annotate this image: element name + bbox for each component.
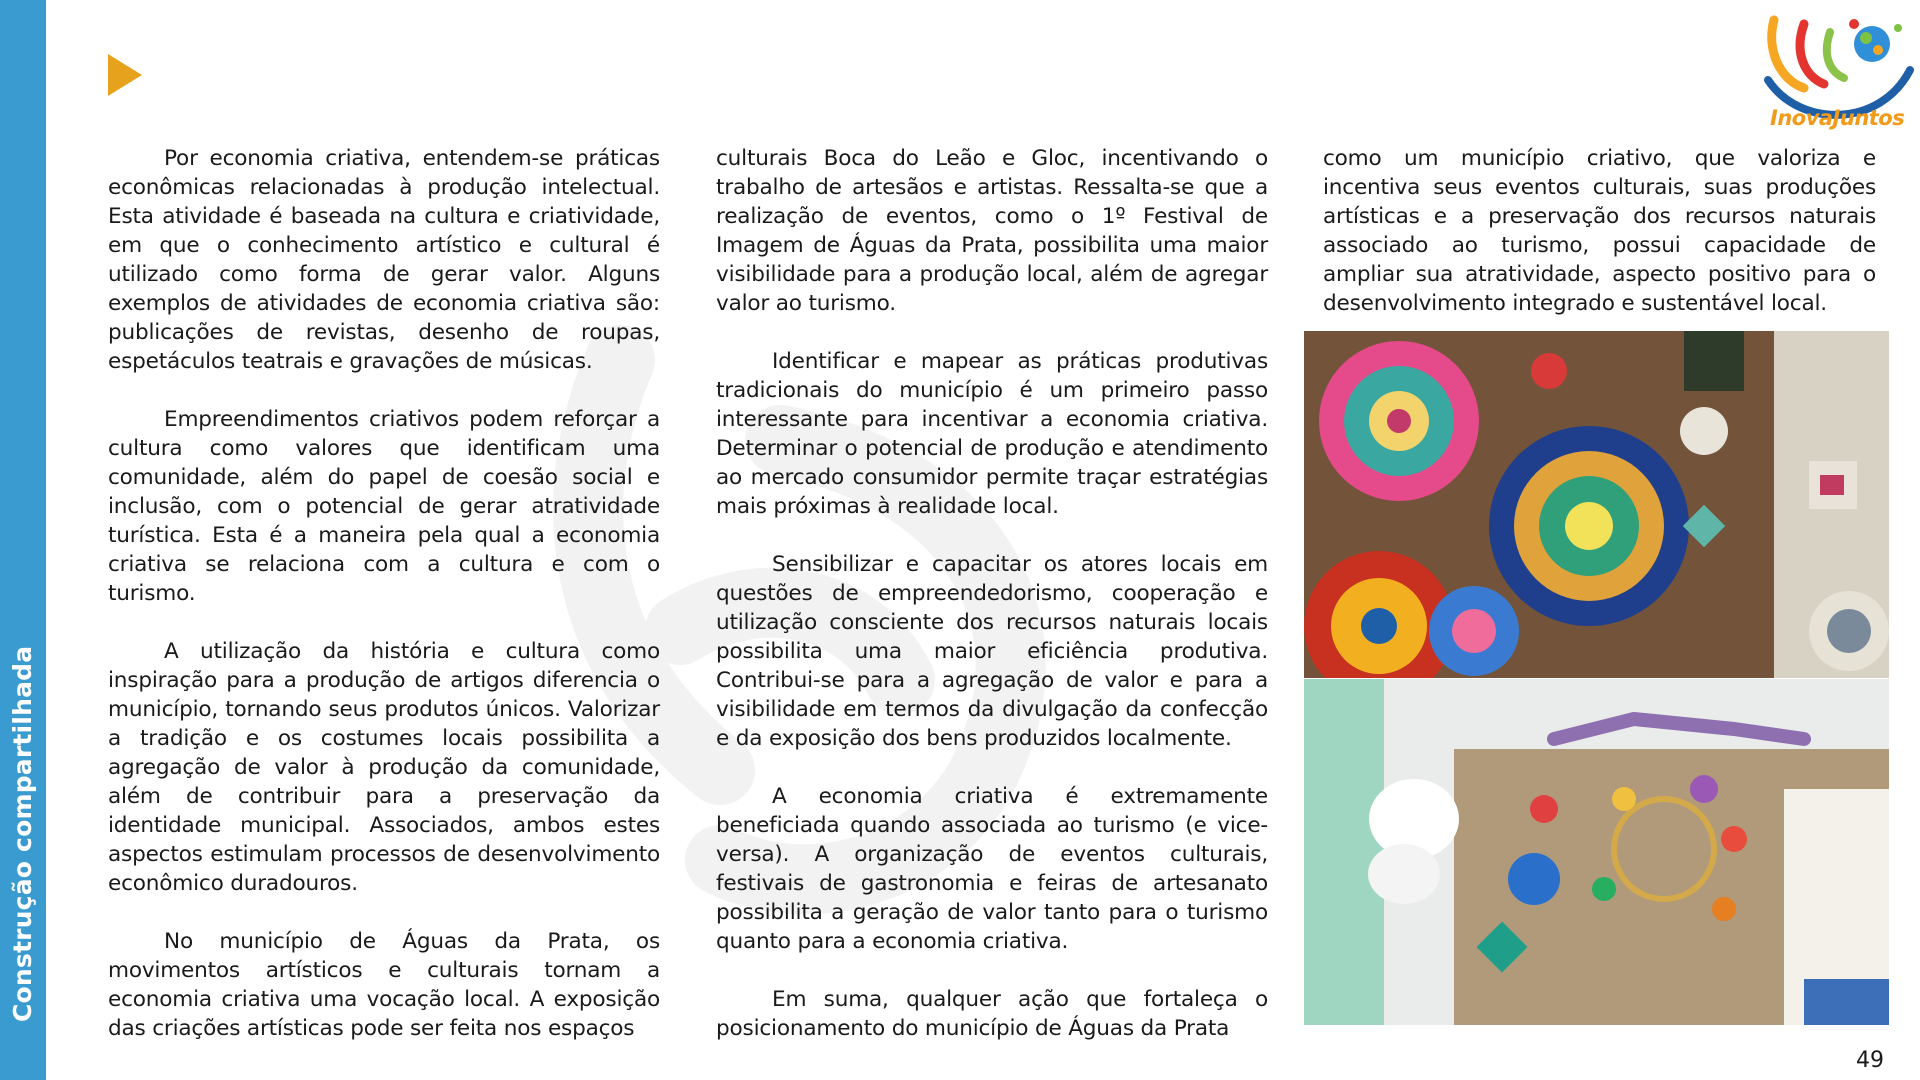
paragraph: culturais Boca do Leão e Gloc, incentivando o trabalho de artesãos e artistas. Ressalta-se que a realização de eventos, como o 1º Festival de Imagem de Águas da Prata, possibilita uma maior visibilidade para a produção local, além de agregar valor ao turismo. [716,146,1268,316]
paragraph: Empreendimentos criativos podem reforçar a cultura como valores que identificam uma comunidade, além do papel de coesão social e inclusão, com o potencial de gerar atratividade turística. Esta é a maneira pela qual a economia criativa se relaciona com a cultura e com o turismo. [108,407,660,606]
mandala-wall-photo [1304,331,1889,678]
paragraph: Sensibilizar e capacitar os atores locais em questões de empreendedorismo, cooperação e utilização consciente dos recursos naturais locais possibilita uma maior eficiência produtiva. Contribui-se para a agregação de valor e para a visibilidade em termos da divulgação da confecção e da exposição dos bens produzidos localmente. [716,552,1268,751]
paragraph: Identificar e mapear as práticas produtivas tradicionais do município é um primeiro passo interessante para incentivar a economia criativa. Determinar o potencial de produção e atendimento ao mercado consumidor permite traçar estratégias mais próximas à realidade local. [716,349,1268,519]
paragraph: Em suma, qualquer ação que fortaleça o posicionamento do município de Águas da Prata [716,987,1268,1041]
text-column-2 [716,144,1268,1043]
crafts-display-photo [1304,679,1889,1025]
paragraph: No município de Águas da Prata, os movimentos artísticos e culturais tornam a economia criativa uma vocação local. A exposição das criações artísticas pode ser feita nos espaços [108,929,660,1041]
mandala-wall-photo-icon [1304,331,1889,678]
page-number: 49 [1856,1048,1884,1073]
paragraph: A utilização da história e cultura como inspiração para a produção de artigos diferencia o município, tornando seus produtos únicos. Valorizar a tradição e os costumes locais possibilita a agregação de valor à produção da comunidade, além de contribuir para a preservação da identidade municipal. Associados, ambos estes aspectos estimulam processos de desenvolvimento econômico duradouros. [108,639,660,896]
sidebar-label: Construção compartilhada [8,645,37,1022]
crafts-display-photo-icon [1304,679,1889,1025]
section-marker-icon [108,54,142,96]
logo-wordmark: InovaJuntos [1770,106,1905,130]
text-column-3 [1323,144,1876,318]
paragraph: Por economia criativa, entendem-se práticas econômicas relacionadas à produção intelectual. Esta atividade é baseada na cultura e criatividade, em que o conhecimento artístico e cultural é utilizado como forma de gerar valor. Alguns exemplos de atividades de economia criativa são: publicações de revistas, desenho de roupas, espetáculos teatrais e gravações de músicas. [108,146,660,374]
text-column-1 [108,144,660,1043]
paragraph: A economia criativa é extremamente beneficiada quando associada ao turismo (e vice-versa). A organização de eventos culturais, festivais de gastronomia e feiras de artesanato possibilita a geração de valor tanto para o turismo quanto para a economia criativa. [716,784,1268,954]
paragraph: como um município criativo, que valoriza e incentiva seus eventos culturais, suas produções artísticas e a preservação dos recursos naturais associado ao turismo, possui capacidade de ampliar sua atratividade, aspecto positivo para o desenvolvimento integrado e sustentável local. [1323,146,1876,316]
